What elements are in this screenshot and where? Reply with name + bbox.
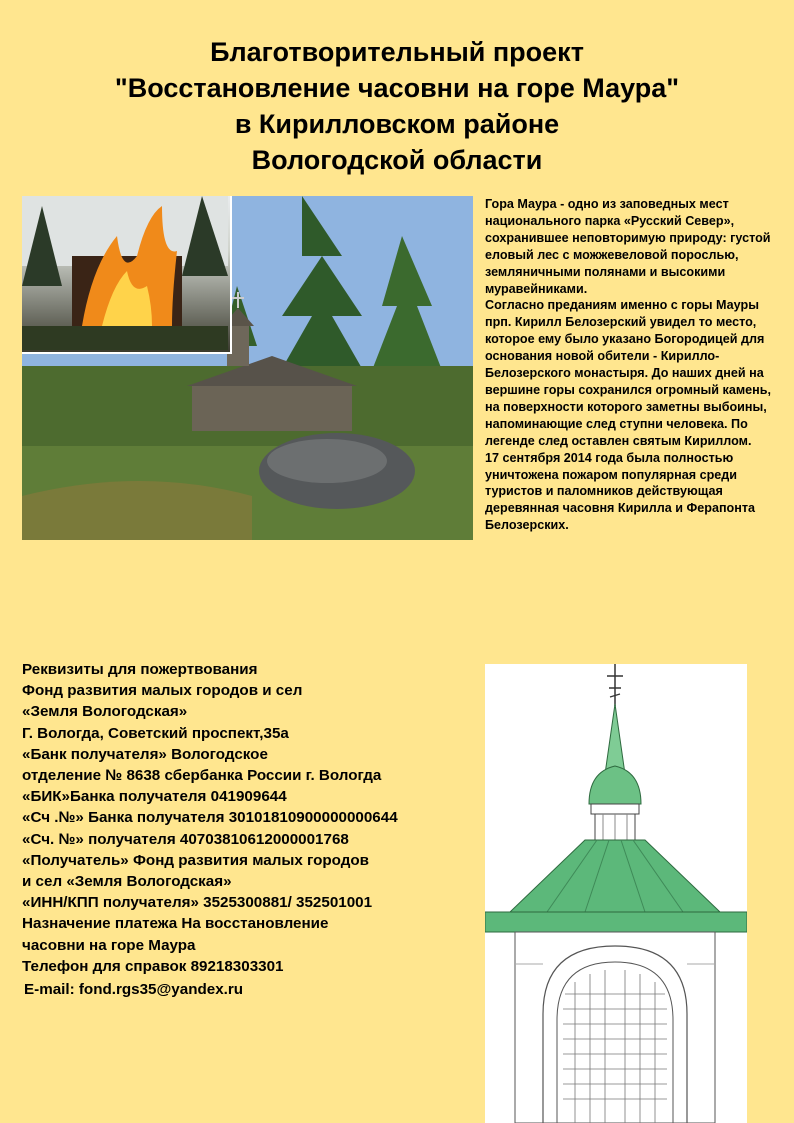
requisites-line: Реквизиты для пожертвования [22, 661, 258, 678]
chapel-drawing [485, 664, 747, 1123]
description-text [485, 196, 785, 534]
burning-chapel-photo [22, 196, 232, 354]
burning-chapel-illustration [22, 196, 228, 350]
title-line-2: "Восстановление часовни на горе Маура" [114, 73, 680, 103]
requisites-line: часовни на горе Маура [22, 936, 196, 954]
chapel-elevation-illustration [485, 664, 747, 1123]
page-title [0, 34, 794, 178]
requisites-line: отделение № 8638 сбербанка России г. Вологда [22, 767, 382, 785]
requisites-line: Назначение платежа На восстановление [22, 915, 329, 933]
requisites-line: «Земля Вологодская» [22, 703, 188, 721]
requisites-line: «ИНН/КПП получателя» 3525300881/ 352501001 [22, 894, 373, 912]
requisites-line: «Сч. №» получателя 40703810612000001768 [22, 830, 349, 848]
donation-requisites [22, 659, 492, 1000]
description-paragraph-3: 17 сентября 2014 года была полностью уничтожена пожаром популярная среди туристов и паломников действующая деревянная часовня Кирилла и Ферапонта Белозерских. [485, 450, 756, 533]
description-paragraph-2: Согласно преданиям именно с горы Мауры прп. Кирилл Белозерский увидел то место, которое ему было указано Богородицей для основания новой обители - Кирилло-Белозерского монастыря. До наших дней на вершине горы сохранился огромный камень, на поверхности которого заметны выбоины, напоминающие след ступни человека. По легенде след оставлен святым Кириллом. [485, 298, 772, 448]
description-paragraph-1: Гора Маура - одно из заповедных мест национального парка «Русский Север», сохранившее неповторимую природу: густой еловый лес с можжевеловой порослью, земляничными полянами и высокими муравейниками. [485, 197, 771, 296]
contact-email: E-mail: fond.rgs35@yandex.ru [24, 981, 244, 999]
requisites-line: Г. Вологда, Советский проспект,35а [22, 724, 289, 742]
requisites-line: Телефон для справок 89218303301 [22, 957, 284, 975]
chapel-photo [22, 196, 473, 540]
title-line-3: в Кирилловском районе [234, 109, 560, 139]
requisites-line: «Получатель» Фонд развития малых городов [22, 851, 369, 869]
title-line-1: Благотворительный проект [210, 37, 584, 67]
requisites-line: и сел «Земля Вологодская» [22, 873, 232, 891]
requisites-line: «БИК»Банка получателя 041909644 [22, 788, 287, 806]
requisites-line: «Сч .№» Банка получателя 30101810900000000644 [22, 809, 398, 827]
requisites-line: Фонд развития малых городов и сел [22, 682, 303, 700]
title-line-4: Вологодской области [251, 145, 543, 175]
requisites-line: «Банк получателя» Вологодское [22, 745, 268, 763]
